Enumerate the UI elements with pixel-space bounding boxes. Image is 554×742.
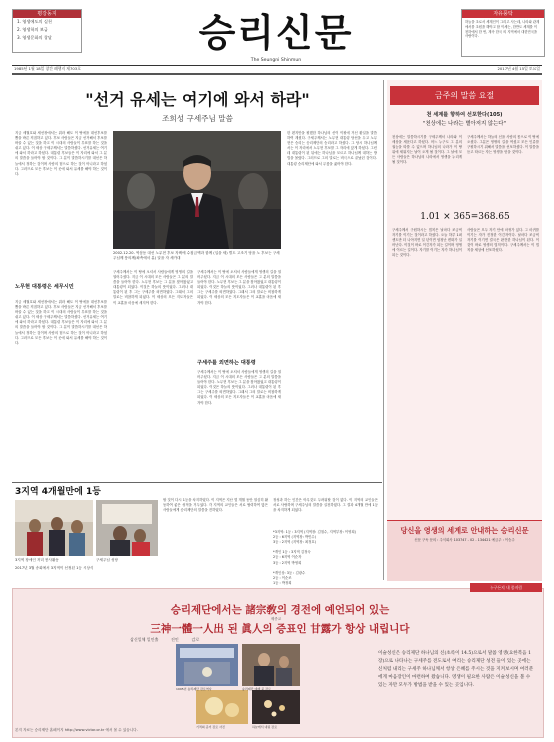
lead-subhead-2: 구세주를 외면하는 대통령 — [197, 360, 256, 366]
lead-photo — [113, 131, 281, 249]
lead-body-col2: 구세주께서는 이 땅에 오셔서 사람들에게 영생의 길을 열어주셨다. 지금 이 시대의 모든 사람들은 그 분의 말씀을 들어야 한다. 노무현 후보는 그 분을 찾아왔었고 대통령이 되었다. 이것은 하늘의 뜻이었다. 그러나 대통령이 된 후 그는 구세주를 외면하였다. 그래서 그의 말로는 비참하게 되었다. 이 세상의 모든 지도자들은 이 교훈을 마음에 새겨야 한다. — [113, 270, 193, 305]
motto-title: 평강동지 — [13, 10, 81, 18]
editorial-title: 자유풍탁 — [462, 10, 544, 18]
lead-body-col2b: 구세주께서는 이 땅에 오셔서 사람들에게 영생의 길을 열어주셨다. 지금 이 시대의 모든 사람들은 그 분의 말씀을 들어야 한다. 노무현 후보는 그 분을 찾아왔었고 대통령이 되었다. 이것은 하늘의 뜻이었다. 그러나 대통령이 된 후 그는 구세주를 외면하였다. 그래서 그의 말로는 비참하게 되었다. 이 세상의 모든 지도자들은 이 교훈을 마음에 새겨야 한다. — [197, 270, 281, 305]
bottom-photo-3-image — [196, 690, 248, 724]
mid-results-list: *3지역: 1등 : 3지역 (지역장: 김철수, 지역부장: 이영희) 2등 : 6지역 (지역장: 박민수) 3등 : 2지역 (지역장: 최정호) *개인 1등 : 3지역 김정숙 2등 : 6지역 이순자 3등 : 2지역 박영희 *개인상: 3등 : 김광수 2등 : 이순조 1등 : 박정희 — [273, 530, 356, 585]
sidebar-verse-title: 천 세계를 향하여 선포한다(105) — [426, 112, 503, 118]
lead-body-col1: 지금 세월호와 세선장에서는 뭐라 해도 이 땅에을 대선후보를 뽑을 바른 직접하고 있다. 후보 사람들은 지금 선거해서 후보를 바꿀 수 있는 것을 하고 이 시대의 사람들이 투표를 하는 것을 쉬고 있다. 이 세상 구세주께서는 말씀하셨다. 선거유세는 여기에 와서 하라고 하셨다. 대통령 후보들은 이 자리에 와서 그 분의 말씀을 들어야 할 것이다. 그 분이 말씀하시기를 대선은 하늘에서 정하는 것이며 사람의 힘으로 하는 것이 아니라고 하셨다. 그러므로 모든 후보는 이 곳에 와서 유세를 해야 하는 것이다. — [15, 131, 107, 176]
sidebar-formula: 1.01 × 365=368.65 — [420, 212, 510, 222]
bottom-photo-caption-3: 기적의 증거 감로 사진 — [196, 725, 225, 729]
bottom-right-text: 이슬성신은 승리제단 하나님의 신(초록이 14.5)으로서 말씀 영생(요한복음 1장)으로 나타나는 구세주를 전도로서 여리는 승리제단 성전 들이 있는 곳에는 신처럼 내리는 구세주 하나님께서 항상 은혜를 주시는 것을 지켜보시며 여러분 에게 마음장인이 마련하여 왔습니다. 영생이 필요한 사람은 이슬성신을 볼 수 있는 자만 모두가 방법을 받을 수 있는 곳입니다. — [378, 651, 534, 688]
bottom-photo-4 — [252, 690, 300, 724]
mid-photo-2 — [96, 500, 158, 556]
bottom-photo-1 — [176, 644, 238, 686]
mid-photo-caption-1: 3지역 장애인 저녁 봉사활동 — [15, 558, 59, 562]
subscription-banner — [387, 520, 542, 581]
lead-byline: 조희성 구세주님 말씀 — [162, 114, 233, 123]
sidebar-body-2a: 구세주께서 구원하시는 법칙은 날마다 조금씩 자기를 이기는 것이라고 하셨다. 오늘 하루 1퍼센트만 더 나아지면 일 년이면 엄청난 변화가 일어난다. 이것이 바로 이긴자가 되는 길이며 영생에 이르는 길이다. 자기를 이기는 자가 하나님이 되는 것이다. — [392, 228, 462, 258]
lead-body-col1b: 지금 세월호와 세선장에서는 뭐라 해도 이 땅에을 대선후보를 뽑을 바른 직접하고 있다. 후보 사람들은 지금 선거해서 후보를 바꿀 수 있는 것을 하고 이 시대의 사람들이 투표를 하는 것을 쉬고 있다. 이 세상 구세주께서는 말씀하셨다. 선거유세는 여기에 와서 하라고 하셨다. 대통령 후보들은 이 자리에 와서 그 분의 말씀을 들어야 할 것이다. 그 분이 말씀하시기를 대선은 하늘에서 정하는 것이며 사람의 힘으로 하는 것이 아니라고 하셨다. 그러므로 모든 후보는 이 곳에 와서 유세를 해야 하는 것이다. — [15, 300, 107, 345]
mid-photo-caption-2: 구세주님 성당 — [96, 558, 118, 562]
bottom-corner-tag: 누구든지 내 종지림 — [470, 583, 542, 592]
motto-item-2: 2. 영생학의 보급 — [17, 27, 48, 32]
bottom-photo-2 — [242, 644, 300, 686]
sidebar-verse-quote: "천상에는 나라는 별아저지 않는다" — [422, 121, 506, 127]
sidebar-section-title: 금주의 말씀 요절 — [390, 86, 539, 105]
sidebar-body-2b: 사람들은 모두 자기 안에 마귀가 있다. 그 마귀를 이기는 자가 진정한 이긴자이다. 날마다 조금씩 자기를 이기면 결국은 완전한 하나님이 된다. 이것이 바로 영생의 법칙이다. 구세주께서는 이 법칙을 세상에 선포하셨다. — [467, 228, 539, 253]
bottom-photo-caption-2: 승리제단 예배 중 감로 — [242, 687, 271, 691]
bottom-headline-1-small: 제종교 — [270, 617, 282, 621]
lead-subhead: 노무현 대통령은 세무시민 — [15, 284, 74, 290]
lead-headline: "선거 유세는 여기에 와서 하라" — [85, 90, 310, 109]
bottom-photo-3 — [196, 690, 248, 724]
editorial-text: 하늘을 초로서 세계인이 그리고 사는데, 나라와 관계에서를 초원을 해야고 합 이세는, 한반도 세계를 이 천하에서 한 번, 계속 한국 의 지역에서 대한민국을 사람이다. — [465, 20, 540, 39]
lead-photo-image — [113, 131, 281, 249]
motto-box — [12, 9, 82, 53]
bottom-photo-1-image — [176, 644, 238, 686]
issue-date: 2017년 4월 15일 토요일 — [497, 66, 540, 71]
mid-photo-1 — [15, 500, 93, 556]
bottom-photo-caption-4: 하늘에서 내린 감로 — [252, 725, 278, 729]
sidebar-body-1b: 구세주께서는 하늘의 신을 사람의 몸으로 이 땅에 오셨다. 그분은 영생의 길을 여셨고 모든 인류를 구원하시기 위해서 말씀을 선포하셨다. 이 말씀을 듣고 따르는 자는 영생을 얻을 것이다. — [467, 135, 539, 155]
bottom-photo-2-image — [242, 644, 300, 686]
newspaper-title: 승리신문 — [198, 10, 354, 55]
subscription-banner-title: 당신을 영생의 세계로 안내하는 승리신문 — [400, 526, 529, 535]
motto-item-1: 1. 영생에도의 실천 — [17, 19, 52, 24]
bottom-headline-1: 승리제단에서는 諸宗敎의 경전에 예언되어 있는 — [170, 604, 390, 616]
sidebar-body-1a: 천상에는 말씀하시기를 구세주께서 나라와 이 세상을 세운다고 하셨다. 어느 누구도 그 분의 권능을 따를 수 없으며 하나님의 나라가 이 땅 위에 세워지는 날이 오게 될 것이다. 그 날에 모든 사람들은 하나님의 나라에서 영생을 누리게 될 것이다. — [392, 135, 462, 165]
bottom-headline-2: 三神一體一人出 된 眞人의 증표인 甘露가 항상 내립니다 — [150, 623, 410, 635]
lead-body-col2c: 구세주께서는 이 땅에 오셔서 사람들에게 영생의 길을 열어주셨다. 지금 이 시대의 모든 사람들은 그 분의 말씀을 들어야 한다. 노무현 후보는 그 분을 찾아왔었고 대통령이 되었다. 이것은 하늘의 뜻이었다. 그러나 대통령이 된 후 그는 구세주를 외면하였다. 그래서 그의 말로는 비참하게 되었다. 이 세상의 모든 지도자들은 이 교훈을 마음에 새겨야 한다. — [197, 370, 281, 405]
bottom-photo-caption-1: 1995년 승리제단 감로역사 — [176, 687, 212, 691]
mid-body-col2: 정성과 하는 인간은 아무것도 두려워할 것이 없다. 이 지역의 교인들은 서로 사랑하며 구세주님의 말씀을 실천하였다. 그 결과 4개월 만에 1등을 차지하게 되었다. — [273, 498, 378, 513]
mid-headline: 3지역 4개월만에 1등 — [15, 487, 101, 497]
issue-info: 1985년 1월 18일 창간 폐행지 제703호 — [14, 66, 81, 71]
mid-date-caption: 2017년 3월 송회에서 3지역이 선정된 1등 시상식 — [15, 566, 94, 570]
mid-photo-1-image — [15, 500, 93, 556]
editorial-box — [461, 9, 545, 57]
lead-photo-caption: 2002.12.20. 역삼동 대선 노무현 후보 자택에 수집금액과 함께 (입을 세) 별도 고조기 당을 노 후보는 구세주님께 풍의께(좌측에서 분) 알을 자 세카대 — [113, 251, 280, 260]
motto-item-3: 3. 영생문화의 창달 — [17, 35, 52, 40]
mid-body-col1: 할 것이 다시 1등을 차지하였다. 이 지역은 지난 몇 개월 동안 열심히 활동하여 좋은 성적을 거두었다. 각 지역의 교인들은 서로 협력하여 많은 사람들에게 승리제단의 말씀을 전하였다. — [163, 498, 268, 513]
subscription-banner-info: 신문 구독 문의 : 주식회사 103747 - 02 - 134421 예금주 : 이승주 — [414, 538, 515, 542]
bottom-footer-note: 본지 자료는 승리제단 홈페이지 http://www.victor.or.kr 에서 볼 수 있습니다. — [15, 728, 138, 732]
mid-photo-2-image — [96, 500, 158, 556]
newspaper-subtitle: The Seungni Shinmun — [250, 58, 302, 63]
bottom-headline-2-sub: 삼신일체 일인출 진인 감로 — [130, 637, 200, 642]
bottom-photo-4-image — [252, 690, 300, 724]
lead-body-col3: 한 편지만을 원했한 하나님의 신이 이원에 거신 환일을 말씀하여 계셨다. 구세주께서는 노무현 대통령 당선을 두고 노무현은 승리는 승리제단의 승리라고 하셨다. 그 당시 하나님께서는 이 자리에서 노무현 후보를 그 자리에 앉게 하셨다. 그런데 대통령이 된 뒤에는 하나님을 모르고 하나님께 대하는 방법을 몰랐다. 그러므로 그의 말로는 비극으로 끝났던 것이다. 대통령 승리제단에 와서 무릎을 꿇어야 한다. — [287, 131, 377, 166]
